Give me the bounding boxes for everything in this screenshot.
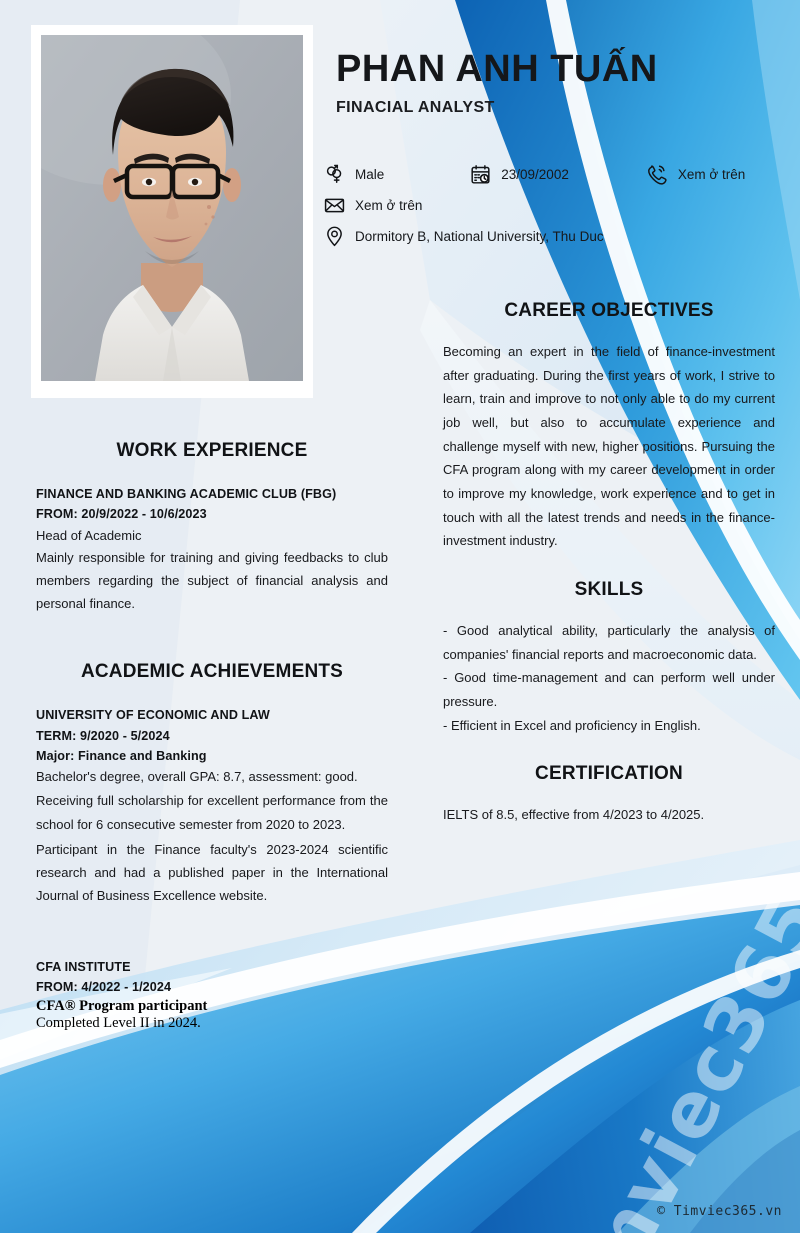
university-degree-detail: Bachelor's degree, overall GPA: 8.7, assessment: good.: [36, 769, 358, 785]
work-description: Mainly responsible for training and giving feedbacks to club members regarding the subject of financial analysis and personal finance.: [36, 549, 388, 612]
university-term: TERM: 9/2020 - 5/2024: [36, 728, 170, 743]
cfa-organization: CFA INSTITUTE: [36, 960, 131, 975]
contact-block: [322, 160, 782, 253]
section-heading-academic-achievements: ACADEMIC ACHIEVEMENTS: [80, 661, 344, 683]
skill-item: - Good analytical ability, particularly the analysis of companies' financial reports and macroeconomic data.: [443, 622, 775, 662]
academic-paragraph-research: Participant in the Finance faculty's 2023-2024 scientific research and had a published paper in the International Journal of Business Excellence website.: [36, 841, 388, 903]
avatar: [41, 35, 303, 381]
career-objectives-body: Becoming an expert in the field of finance-investment after graduating. During the first years of work, I strive to learn, train and improve to not only able to do my current job well, but also to accumulate experience and challenge myself with new, higher positions. Pursuing the CFA program along with my career development in order to improve my knowledge, work experience and to get in touch with all the latest trends and needs in the finance-investment industry.: [443, 344, 775, 549]
skill-item: - Efficient in Excel and proficiency in English.: [443, 717, 701, 733]
contact-row-1: [322, 160, 782, 188]
section-heading-career-objectives: CAREER OBJECTIVES: [504, 300, 714, 321]
section-heading-certification: CERTIFICATION: [535, 763, 683, 785]
work-experience-entry: [36, 484, 388, 615]
calendar-clock-icon: [468, 162, 492, 186]
cfa-role: CFA® Program participant: [36, 997, 208, 1014]
birthday-value: 23/09/2002: [501, 166, 569, 182]
cfa-detail: Completed Level II in 2024.: [36, 1014, 201, 1031]
section-heading-skills: SKILLS: [574, 578, 644, 600]
spacer: [36, 927, 388, 957]
contact-row-3: [322, 222, 782, 250]
footer-credit: © Timviec365.vn: [657, 1204, 782, 1219]
right-column: [443, 300, 775, 827]
spacer: [443, 553, 775, 579]
location-pin-icon: [322, 224, 346, 248]
gender-value: Male: [355, 166, 385, 182]
left-column: [36, 440, 388, 1052]
phone-value: Xem ở trên: [677, 166, 746, 182]
cfa-period: FROM: 4/2022 - 1/2024: [36, 980, 172, 995]
academic-paragraph-scholarship: Receiving full scholarship for excellent performance from the school for 6 consecutive semester from 2020 to 2023.: [36, 793, 388, 832]
academic-entry-university: [36, 705, 388, 907]
skill-item: - Good time-management and can perform well under pressure.: [443, 670, 775, 709]
certification-body: IELTS of 8.5, effective from 4/2023 to 4/2025.: [443, 807, 705, 823]
portrait-photo: [41, 35, 303, 381]
contact-address: [322, 224, 604, 248]
work-period: FROM: 20/9/2022 - 10/6/2023: [36, 507, 207, 522]
contact-gender: [322, 162, 384, 186]
contact-row-2: [322, 191, 782, 219]
academic-entry-cfa: [36, 957, 388, 1032]
university-major: Major: Finance and Banking: [36, 748, 207, 763]
contact-birthday: [468, 162, 569, 186]
address-value: Dormitory B, National University, Thu Duc: [355, 228, 604, 244]
page-title: PHAN ANH TUẤN: [336, 48, 658, 90]
envelope-icon: [322, 193, 346, 217]
contact-email: [322, 193, 422, 217]
university-name: UNIVERSITY OF ECONOMIC AND LAW: [36, 708, 270, 723]
spacer: [443, 737, 775, 763]
gender-icon: [322, 162, 346, 186]
work-role: Head of Academic: [36, 527, 142, 543]
contact-phone: [645, 162, 745, 186]
phone-icon: [645, 162, 669, 186]
section-heading-work-experience: WORK EXPERIENCE: [116, 440, 308, 461]
email-value: Xem ở trên: [355, 197, 423, 213]
job-title: FINACIAL ANALYST: [336, 99, 495, 116]
spacer: [36, 635, 388, 661]
photo-frame: [31, 25, 313, 398]
work-organization: FINANCE AND BANKING ACADEMIC CLUB (FBG): [36, 487, 337, 501]
